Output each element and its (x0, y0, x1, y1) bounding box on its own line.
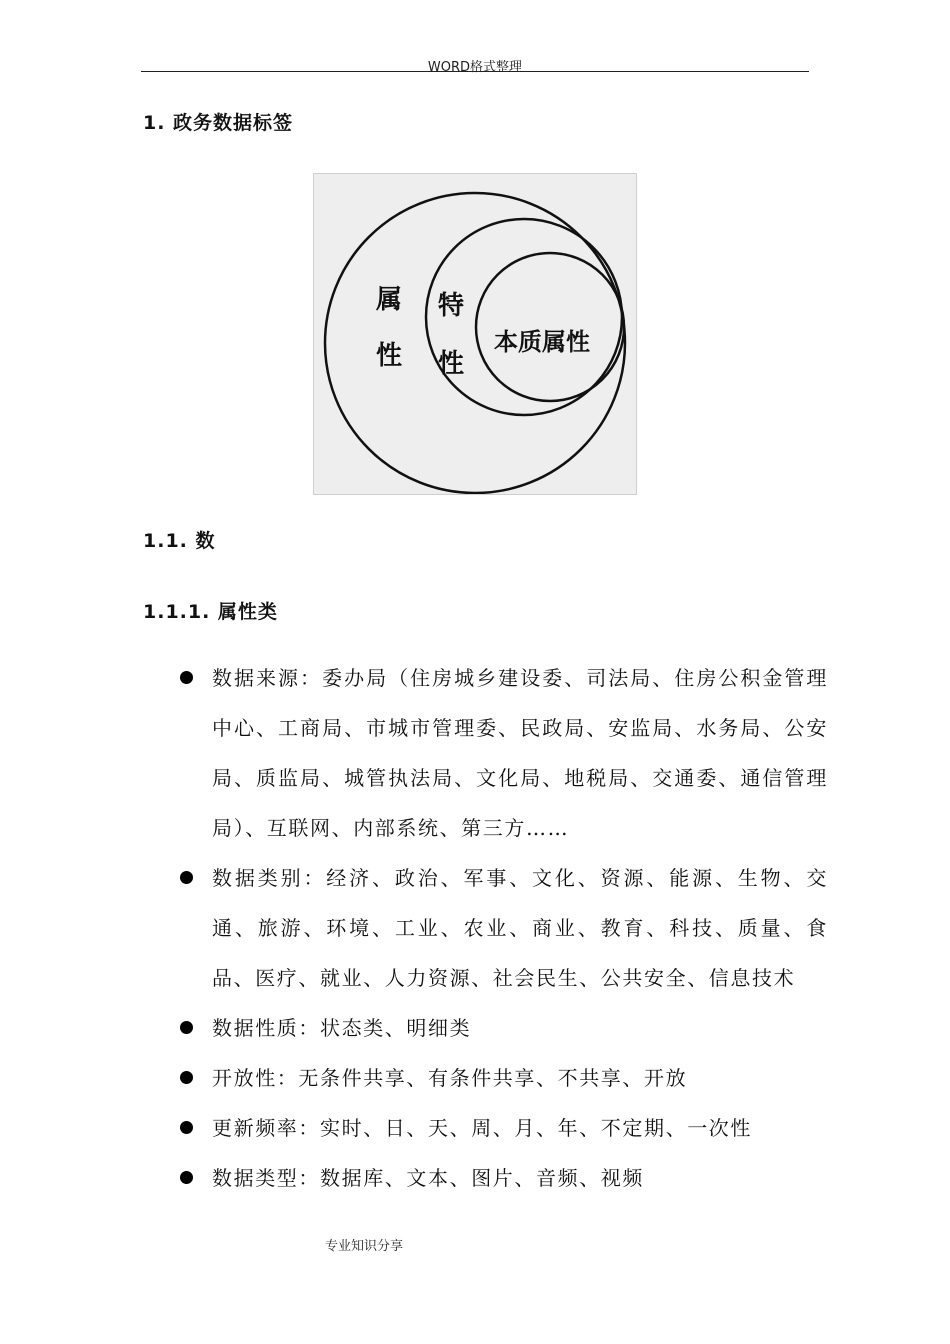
list-item (0, 1103, 828, 1153)
header-divider (141, 71, 809, 72)
middle-label-1: 特 (438, 291, 465, 321)
list-item (0, 1153, 828, 1203)
middle-label-2: 性 (438, 349, 465, 379)
list-item (0, 1053, 828, 1103)
inner-circle (476, 253, 624, 401)
section-heading-3: 1.1.1. 属性类 (143, 601, 278, 623)
section-heading-2: 1.1. 数 (143, 530, 216, 552)
list-item (0, 653, 828, 853)
nested-circles-diagram (314, 174, 636, 494)
outer-label-2: 性 (376, 341, 403, 371)
list-item-text: 数据来源：委办局（住房城乡建设委、司法局、住房公积金管理中心、工商局、市城市管理委、民政局、安监局、水务局、公安局、质监局、城管执法局、文化局、地税局、交通委、通信管理局）、互联网、内部系统、第三方…… (212, 666, 828, 840)
list-item-text: 开放性：无条件共享、有条件共享、不共享、开放 (212, 1066, 688, 1090)
attribute-list (0, 653, 950, 1203)
outer-label-1: 属 (376, 285, 403, 315)
list-item-text: 数据类别：经济、政治、军事、文化、资源、能源、生物、交通、旅游、环境、工业、农业、商业、教育、科技、质量、食品、医疗、就业、人力资源、社会民生、公共安全、信息技术 (212, 866, 828, 990)
list-item (0, 853, 828, 1003)
list-item-text: 数据类型：数据库、文本、图片、音频、视频 (212, 1166, 644, 1190)
section-heading-1: 1. 政务数据标签 (143, 112, 294, 134)
bullet-icon (180, 671, 193, 684)
list-item-text: 数据性质：状态类、明细类 (212, 1016, 472, 1040)
list-item (0, 1003, 828, 1053)
page-header: WORD格式整理 (427, 60, 523, 75)
inner-label: 本质属性 (494, 328, 590, 356)
page-footer: 专业知识分享 (325, 1239, 404, 1254)
bullet-icon (180, 1121, 193, 1134)
bullet-icon (180, 871, 193, 884)
concept-circles-figure (313, 173, 637, 495)
bullet-icon (180, 1021, 193, 1034)
bullet-icon (180, 1171, 193, 1184)
bullet-icon (180, 1071, 193, 1084)
list-item-text: 更新频率：实时、日、天、周、月、年、不定期、一次性 (212, 1116, 752, 1140)
